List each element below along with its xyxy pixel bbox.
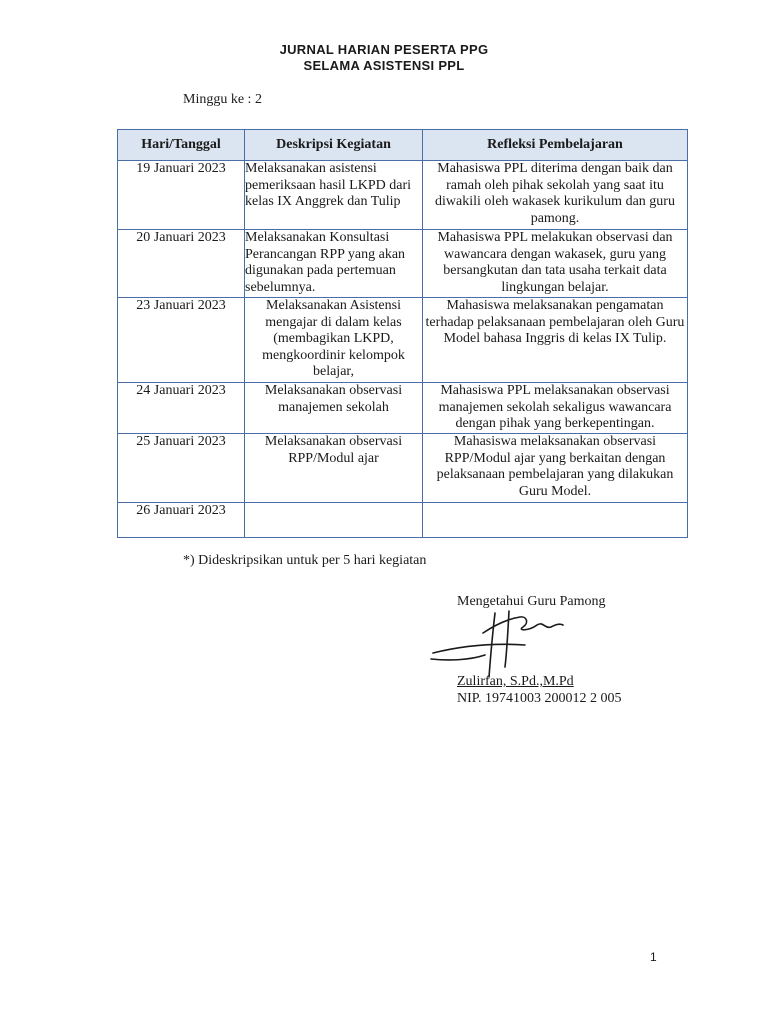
- row-date: 24 Januari 2023: [118, 383, 245, 434]
- journal-table: [117, 129, 688, 538]
- document-title: JURNAL HARIAN PESERTA PPG: [279, 42, 489, 57]
- column-header-date: Hari/Tanggal: [118, 130, 245, 161]
- row-description: Melaksanakan Konsultasi Perancangan RPP yang akan digunakan pada pertemuan sebelumnya.: [245, 230, 423, 298]
- row-reflection: Mahasiswa PPL melakukan observasi dan wawancara dengan wakasek, guru yang bersangkutan dan tata usaha terkait data lingkungan belajar.: [423, 230, 688, 298]
- page-number: 1: [650, 950, 657, 964]
- row-reflection: Mahasiswa PPL melaksanakan observasi manajemen sekolah sekaligus wawancara dengan pihak yang berkepentingan.: [423, 383, 688, 434]
- document-subtitle: SELAMA ASISTENSI PPL: [303, 58, 465, 73]
- table-row: [118, 383, 688, 434]
- row-reflection: Mahasiswa PPL diterima dengan baik dan ramah oleh pihak sekolah yang saat itu diwakili oleh wakasek kurikulum dan guru pamong.: [423, 161, 688, 230]
- row-reflection: [423, 503, 688, 538]
- row-reflection: Mahasiswa melaksanakan observasi RPP/Modul ajar yang berkaitan dengan pelaksanaan pembelajaran yang dilakukan Guru Model.: [423, 434, 688, 503]
- signatory-name: Zulirfan, S.Pd.,M.Pd: [457, 674, 574, 689]
- column-header-description: Deskripsi Kegiatan: [245, 130, 423, 161]
- row-description: Melaksanakan asistensi pemeriksaan hasil LKPD dari kelas IX Anggrek dan Tulip: [245, 161, 423, 230]
- signature-label: Mengetahui Guru Pamong: [457, 594, 606, 609]
- row-reflection: Mahasiswa melaksanakan pengamatan terhadap pelaksanaan pembelajaran oleh Guru Model bahasa Inggris di kelas IX Tulip.: [423, 298, 688, 383]
- footnote: *) Dideskripsikan untuk per 5 hari kegiatan: [183, 553, 427, 568]
- column-header-reflection: Refleksi Pembelajaran: [423, 130, 688, 161]
- row-date: 20 Januari 2023: [118, 230, 245, 298]
- row-description: Melaksanakan observasi RPP/Modul ajar: [245, 434, 423, 503]
- signatory-nip: NIP. 19741003 200012 2 005: [457, 691, 622, 706]
- row-date: 23 Januari 2023: [118, 298, 245, 383]
- row-description: [245, 503, 423, 538]
- row-description: Melaksanakan Asistensi mengajar di dalam kelas (membagikan LKPD, mengkoordinir kelompok belajar,: [245, 298, 423, 383]
- table-row: [118, 434, 688, 503]
- table-header-row: [118, 130, 688, 161]
- row-date: 25 Januari 2023: [118, 434, 245, 503]
- table-row: [118, 161, 688, 230]
- week-label: Minggu ke : 2: [183, 92, 262, 107]
- table-row: [118, 503, 688, 538]
- row-description: Melaksanakan observasi manajemen sekolah: [245, 383, 423, 434]
- table-row: [118, 230, 688, 298]
- row-date: 19 Januari 2023: [118, 161, 245, 230]
- handwritten-signature: [425, 605, 575, 685]
- table-row: [118, 298, 688, 383]
- row-date: 26 Januari 2023: [118, 503, 245, 538]
